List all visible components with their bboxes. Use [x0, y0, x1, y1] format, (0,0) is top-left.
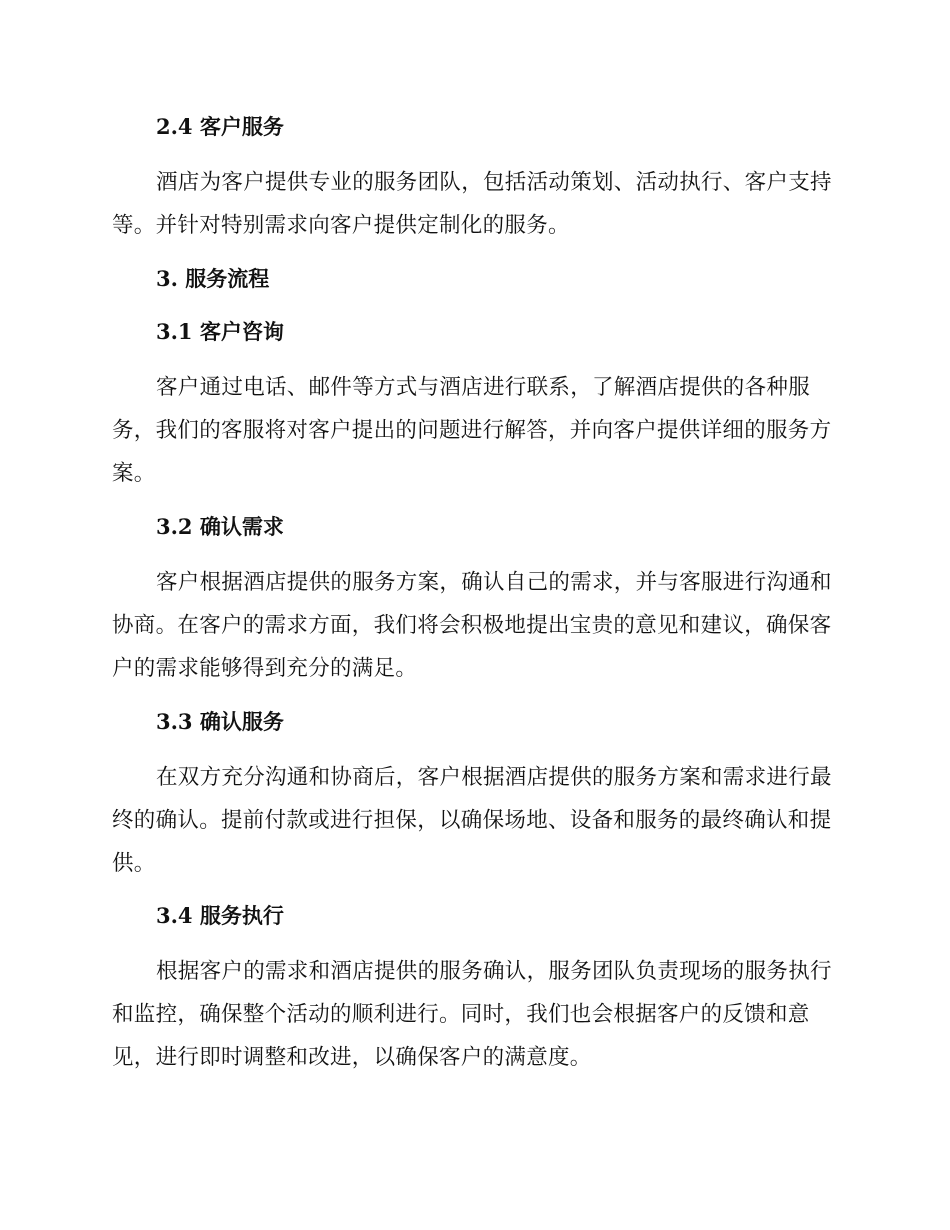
section-body-2-4: 酒店为客户提供专业的服务团队，包括活动策划、活动执行、客户支持等。并针对特别需求向客户提供定制化的服务。: [112, 170, 832, 238]
section-heading-3-3: 3.3 确认服务: [156, 709, 284, 734]
section-body-3-4: 根据客户的需求和酒店提供的服务确认，服务团队负责现场的服务执行和监控，确保整个活动的顺利进行。同时，我们也会根据客户的反馈和意见，进行即时调整和改进，以确保客户的满意度。: [112, 959, 832, 1070]
section-heading-3: 3. 服务流程: [156, 266, 270, 291]
section-body-3-3: 在双方充分沟通和协商后，客户根据酒店提供的服务方案和需求进行最终的确认。提前付款或进行担保，以确保场地、设备和服务的最终确认和提供。: [112, 765, 832, 876]
section-heading-3-4: 3.4 服务执行: [156, 903, 284, 928]
section-body-3-2: 客户根据酒店提供的服务方案，确认自己的需求，并与客服进行沟通和协商。在客户的需求方面，我们将会积极地提出宝贵的意见和建议，确保客户的需求能够得到充分的满足。: [112, 570, 832, 681]
section-body-3-1: 客户通过电话、邮件等方式与酒店进行联系，了解酒店提供的各种服务，我们的客服将对客户提出的问题进行解答，并向客户提供详细的服务方案。: [112, 375, 832, 486]
section-heading-2-4: 2.4 客户服务: [156, 114, 284, 139]
section-heading-3-1: 3.1 客户咨询: [156, 319, 284, 344]
section-heading-3-2: 3.2 确认需求: [156, 514, 284, 539]
